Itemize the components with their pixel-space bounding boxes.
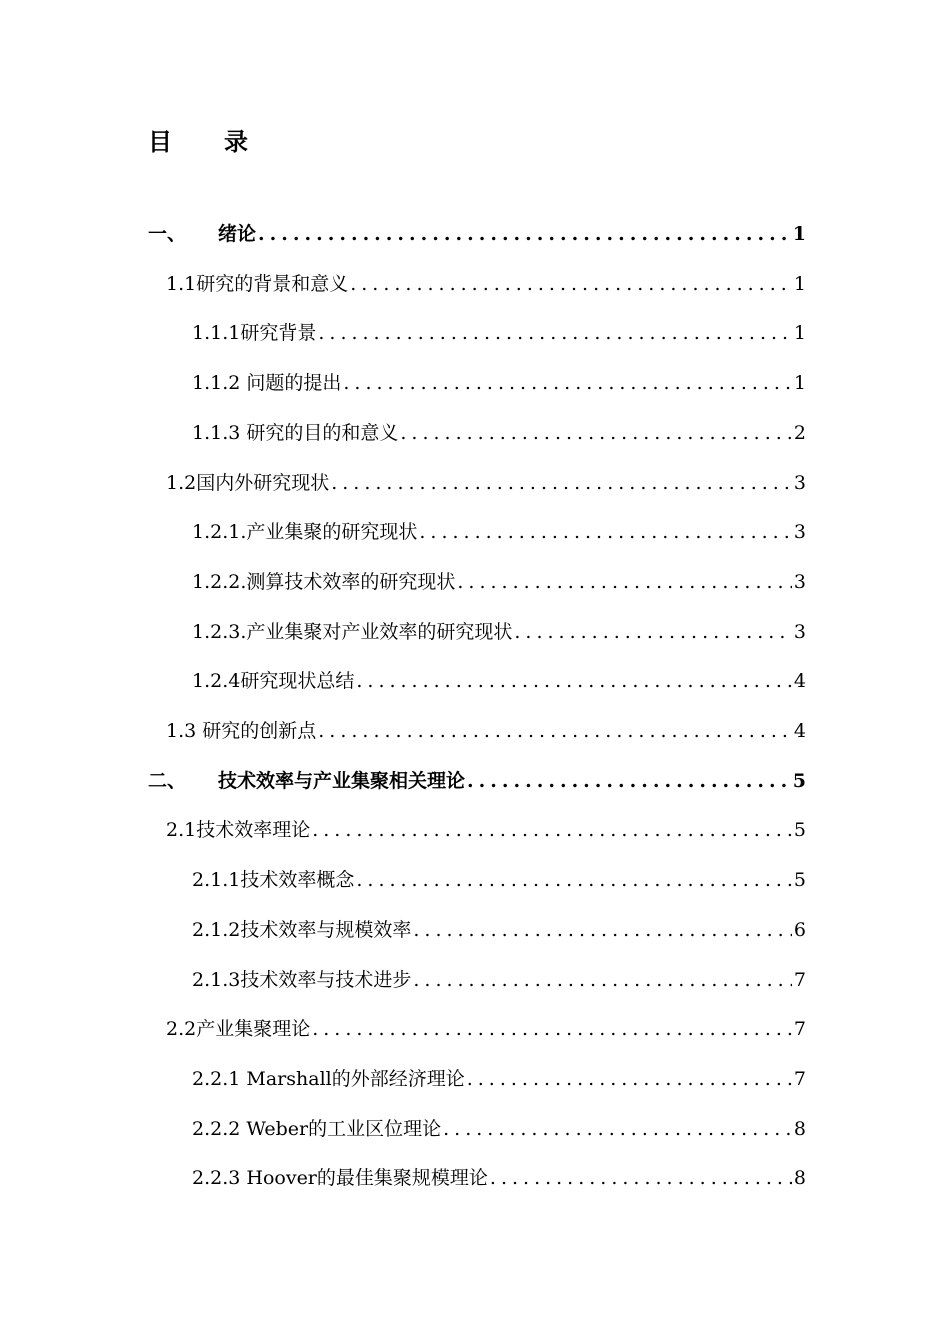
toc-entry-label: 技术效率与产业集聚相关理论 bbox=[218, 769, 466, 792]
toc-dot-leader bbox=[400, 419, 792, 447]
toc-entry[interactable] bbox=[192, 665, 806, 695]
toc-entry-label: 2.1技术效率理论 bbox=[166, 819, 311, 842]
toc-entry-number: 二、 bbox=[148, 769, 187, 792]
toc-page-number: 5 bbox=[793, 819, 806, 842]
toc-entry[interactable] bbox=[166, 715, 806, 745]
toc-entry[interactable] bbox=[192, 864, 806, 894]
toc-dot-leader bbox=[258, 220, 791, 248]
toc-dot-leader bbox=[312, 816, 792, 844]
toc-entry-label: 1.2.3.产业集聚对产业效率的研究现状 bbox=[192, 620, 513, 643]
toc-entry[interactable] bbox=[192, 417, 806, 447]
toc-entry-label: 1.2.4研究现状总结 bbox=[192, 670, 355, 693]
toc-page-number: 8 bbox=[793, 1167, 806, 1190]
toc-entry-label: 2.1.2技术效率与规模效率 bbox=[192, 918, 412, 941]
toc-entry-label: 1.3 研究的创新点 bbox=[166, 720, 317, 742]
toc-entry-label: 2.2.1 Marshall的外部经济理论 bbox=[192, 1067, 465, 1090]
toc-entry-label: 1.2国内外研究现状 bbox=[166, 471, 330, 494]
toc-entry[interactable] bbox=[192, 1113, 806, 1143]
toc-entry[interactable] bbox=[166, 467, 806, 497]
toc-page-number: 6 bbox=[793, 918, 806, 941]
toc-entry[interactable] bbox=[148, 218, 806, 248]
toc-entry[interactable] bbox=[192, 616, 806, 646]
toc-dot-leader bbox=[490, 1164, 792, 1192]
toc-dot-leader bbox=[356, 866, 792, 894]
toc-entry-label: 2.2.3 Hoover的最佳集聚规模理论 bbox=[192, 1167, 488, 1190]
toc-page-number: 5 bbox=[792, 769, 806, 792]
toc-dot-leader bbox=[343, 369, 792, 397]
toc-entry[interactable] bbox=[166, 1013, 806, 1043]
toc-entry[interactable] bbox=[192, 964, 806, 994]
toc-dot-leader bbox=[467, 1065, 792, 1093]
toc-dot-leader bbox=[413, 916, 792, 944]
toc-entry-label: 1.1.3 研究的目的和意义 bbox=[192, 421, 399, 444]
toc-entry[interactable] bbox=[192, 317, 806, 347]
toc-entry-label: 2.2.2 Weber的工业区位理论 bbox=[192, 1117, 442, 1140]
toc-dot-leader bbox=[318, 319, 792, 347]
toc-page-number: 4 bbox=[793, 670, 806, 693]
toc-page-number: 1 bbox=[793, 272, 806, 295]
toc-page-number: 3 bbox=[793, 620, 806, 643]
toc-entry[interactable] bbox=[192, 516, 806, 546]
toc-dot-leader bbox=[312, 1015, 792, 1043]
toc-entry[interactable] bbox=[192, 367, 806, 397]
toc-dot-leader bbox=[413, 966, 792, 994]
toc-entry-number: 一、 bbox=[148, 223, 187, 245]
toc-dot-leader bbox=[350, 270, 792, 298]
toc-entry[interactable] bbox=[192, 1063, 806, 1093]
toc-dot-leader bbox=[331, 469, 792, 497]
toc-entry[interactable] bbox=[192, 1162, 806, 1192]
toc-entry-label: 1.1研究的背景和意义 bbox=[166, 272, 349, 295]
toc-dot-leader bbox=[514, 618, 792, 646]
toc-dot-leader bbox=[419, 518, 792, 546]
toc-page-number: 4 bbox=[793, 720, 806, 742]
toc-entry-label: 2.1.3技术效率与技术进步 bbox=[192, 968, 412, 991]
toc-page-number: 3 bbox=[793, 521, 806, 544]
toc-page-number: 7 bbox=[793, 968, 806, 991]
toc-entry-label: 1.1.2 问题的提出 bbox=[192, 372, 342, 395]
toc-dot-leader bbox=[443, 1115, 792, 1143]
toc-page-number: 3 bbox=[793, 471, 806, 494]
toc-entry[interactable] bbox=[192, 566, 806, 596]
toc-entry-label: 1.2.2.测算技术效率的研究现状 bbox=[192, 570, 456, 593]
toc-page-number: 7 bbox=[793, 1018, 806, 1041]
toc-title: 目录 bbox=[148, 127, 300, 156]
toc-entry-label: 1.1.1研究背景 bbox=[192, 322, 317, 345]
toc-dot-leader bbox=[318, 717, 792, 745]
toc-entry-label: 1.2.1.产业集聚的研究现状 bbox=[192, 521, 418, 544]
toc-dot-leader bbox=[457, 568, 792, 596]
toc-entry[interactable] bbox=[192, 914, 806, 944]
toc-dot-leader bbox=[467, 767, 791, 795]
toc-entry[interactable] bbox=[166, 814, 806, 844]
toc-dot-leader bbox=[356, 667, 792, 695]
toc-entry[interactable] bbox=[148, 765, 806, 795]
toc-entry[interactable] bbox=[166, 268, 806, 298]
toc-page-number: 7 bbox=[793, 1067, 806, 1090]
toc-page-number: 3 bbox=[793, 570, 806, 593]
toc-page-number: 1 bbox=[793, 322, 806, 345]
toc-page-number: 1 bbox=[793, 372, 806, 395]
toc-page-number: 2 bbox=[793, 421, 806, 444]
toc-entry-label: 2.2产业集聚理论 bbox=[166, 1018, 311, 1041]
toc-page-number: 1 bbox=[792, 223, 806, 245]
toc-page-number: 8 bbox=[793, 1117, 806, 1140]
toc-entry-label: 2.1.1技术效率概念 bbox=[192, 869, 355, 892]
toc-entry-label: 绪论 bbox=[218, 223, 257, 245]
toc-page-number: 5 bbox=[793, 869, 806, 892]
